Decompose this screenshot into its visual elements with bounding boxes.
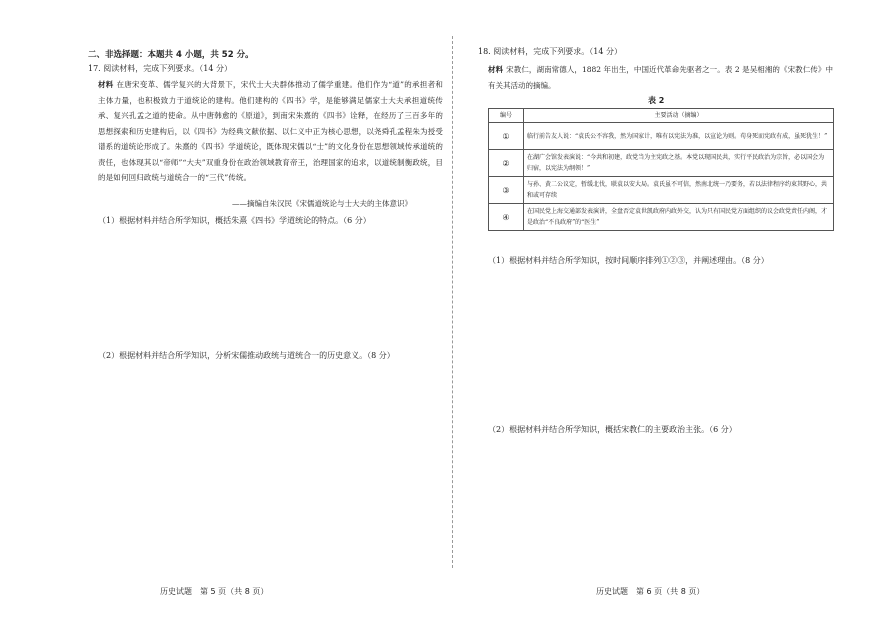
question-18-title: 18. 阅读材料，完成下列要求。（14 分） [478, 47, 622, 56]
activities-table [488, 108, 834, 231]
question-18-material [488, 62, 833, 93]
table-header-activity: 主要活动（摘编） [524, 109, 834, 123]
row-activity: 在湖广会馆发表演说：“今共和初建，政党当为主宪政之基。本党以现国民共，实行平民政治为宗旨，必以国会为归宿，以宪法为纲领！” [524, 150, 834, 177]
material-text: 在唐宋变革、儒学复兴的大背景下，宋代士大夫群体推动了儒学重建。他们作为“道”的承担者和主体力量，也积极致力于道统论的建构。他们建构的《四书》学，是能够满足儒家士大夫承担道统传承、复兴孔孟之道的使命。从中唐韩愈的《原道》，到南宋朱熹的《四书》诠释，在经历了三百多年的思想探索和历史建构后，以《四书》为经典文献依据、以仁义中正为核心思想，以尧舜孔孟程朱为授受谱系的道统论形成了。朱熹的《四书》学道统论，既体现宋儒以“士”的文化身份在思想领域传承道统的责任，也体现其以“帝师”“大夫”双重身份在政治领域教育帝王，治理国家的追求，以道统制衡政统，目的是如何回归政统与道统合一的“三代”传统。 [98, 80, 443, 182]
table-row [489, 150, 834, 177]
question-17-sub1: （1）根据材料并结合所学知识，概括朱熹《四书》学道统论的特点。（6 分） [98, 216, 371, 225]
question-17-title: 17. 阅读材料，完成下列要求。（14 分） [88, 64, 232, 73]
row-activity: 与孙、黄二公议定，暂缓北伐，联袁以安大局。袁氏虽不可信，然南北统一乃要务，若以法律程序约束其野心，共和或可存续 [524, 177, 834, 204]
left-page-footer: 历史试题 第 5 页（共 8 页） [160, 587, 269, 596]
row-activity: 临行前告友人说：“袁氏公不容我，然为国家计，唯有以宪法为准，以宣论为则。苟身死而宪政有成，虽死犹生！” [524, 123, 834, 150]
section-title: 二、非选择题：本题共 4 小题，共 52 分。 [88, 50, 254, 60]
question-17-sub2: （2）根据材料并结合所学知识，分析宋儒推动政统与道统合一的历史意义。（8 分） [98, 351, 395, 360]
row-number: ④ [489, 204, 524, 231]
table-row [489, 204, 834, 231]
row-number: ③ [489, 177, 524, 204]
table-header-num: 编号 [489, 109, 524, 123]
page-divider [452, 36, 453, 568]
table-header-row [489, 109, 834, 123]
question-17-material [98, 77, 443, 186]
question-18-sub1: （1）根据材料并结合所学知识，按时间顺序排列①②③，并阐述理由。（8 分） [488, 256, 769, 265]
right-page-footer: 历史试题 第 6 页（共 8 页） [596, 587, 705, 596]
table-title: 表 2 [648, 96, 665, 105]
table-row [489, 177, 834, 204]
row-activity: 在国民党上海交通部发表演讲，全盘否定袁世凯政府内政外交，认为只有国民党方面组织的议会政党责任内阁，才是政治“不良政府”的“医生” [524, 204, 834, 231]
right-page [456, 0, 870, 629]
question-18-sub2: （2）根据材料并结合所学知识，概括宋教仁的主要政治主张。（6 分） [488, 425, 737, 434]
table-row [489, 123, 834, 150]
material-tag: 材料 [98, 80, 114, 89]
row-number: ② [489, 150, 524, 177]
material-text: 宋教仁，湖南常德人，1882 年出生，中国近代革命先驱者之一。表 2 是吴相湘的《宋教仁传》中有关其活动的摘编。 [488, 65, 834, 90]
material-tag: 材料 [488, 65, 504, 74]
material-source: ——摘编自朱汉民《宋儒道统论与士大夫的主体意识》 [232, 199, 412, 208]
row-number: ① [489, 123, 524, 150]
